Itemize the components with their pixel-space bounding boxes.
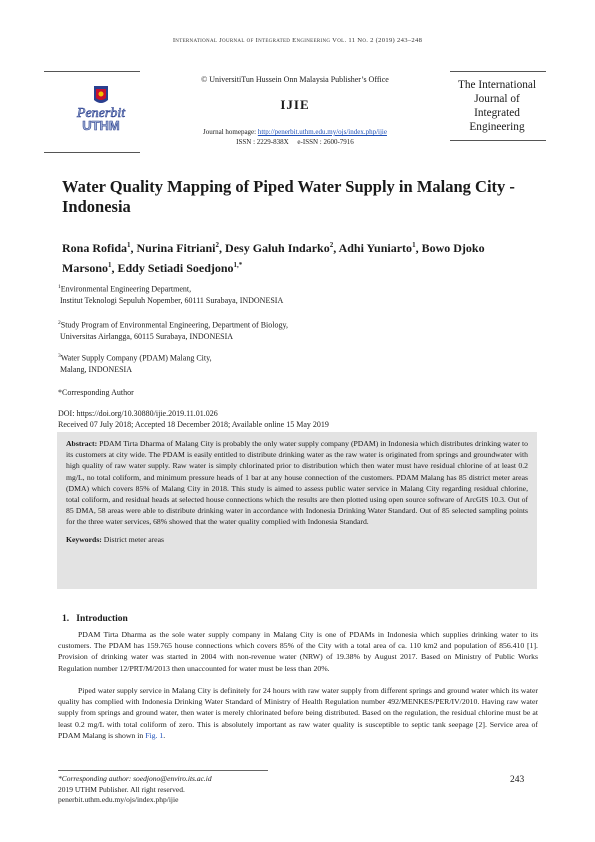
affiliation-2: $^2$Study Program of Environmental Engineering, Department of Biology, Universitas Airlangga, 60115 Surabaya, INDONESIA bbox=[58, 320, 288, 342]
header-rule-bottom-right bbox=[450, 140, 546, 141]
footer-corresponding: *Corresponding author: soedjono@enviro.its.ac.id bbox=[58, 774, 212, 783]
uthm-crest-icon bbox=[66, 84, 136, 132]
header-rule-left bbox=[44, 71, 140, 72]
abstract bbox=[66, 438, 528, 528]
header-rule-bottom-left bbox=[44, 152, 140, 153]
figure-reference-link[interactable]: Fig. 1 bbox=[145, 730, 164, 740]
author-name: Eddy Setiadi Soedjono bbox=[117, 261, 234, 275]
keywords-label: Keywords: bbox=[66, 534, 102, 544]
doi[interactable]: DOI: https://doi.org/10.30880/ijie.2019.11.01.026 bbox=[58, 409, 218, 418]
footer-url[interactable]: penerbit.uthm.edu.my/ojs/index.php/ijie bbox=[58, 795, 179, 804]
issn-line: ISSN : 2229-838X e-ISSN : 2600-7916 bbox=[236, 138, 354, 146]
running-head: International Journal of Integrated Engineering Vol. 11 No. 2 (2019) 243–248 bbox=[172, 37, 423, 44]
author-name: Adhi Yuniarto bbox=[338, 241, 413, 255]
author-name: Nurina Fitriani bbox=[136, 241, 216, 255]
journal-abbreviation: IJIE bbox=[280, 97, 310, 112]
homepage-label: Journal homepage: bbox=[203, 128, 258, 136]
abstract-box bbox=[57, 432, 537, 589]
publisher-logo bbox=[66, 84, 136, 132]
paragraph-2: Piped water supply service in Malang City is definitely for 24 hours with raw water supply from different springs and ground water which its water quality has complied with Indonesia Drinking Water Standard of Ministry of Health Regulation number 492/MENKES/PER/IV/2010. Having raw water supply from springs and ground water, then water is merely chlorinated before being distributed. Based on the regulation, the residual chlorine must be at least 0.2 mg/L with total coliform of zero. This is absolutely important as raw water quality is susceptible to septic tank seepage [2]. Service area of PDAM Malang is shown in Fig. 1. bbox=[58, 686, 538, 740]
section-heading: 1. Introduction bbox=[62, 614, 128, 624]
dates: Received 07 July 2018; Accepted 18 December 2018; Available online 15 May 2019 bbox=[58, 420, 329, 429]
footer bbox=[58, 774, 212, 806]
affiliation-3: $^3$Water Supply Company (PDAM) Malang City, Malang, INDONESIA bbox=[58, 353, 212, 375]
page-number: 243 bbox=[510, 775, 525, 785]
paper-title: Water Quality Mapping of Piped Water Supply in Malang City - Indonesia bbox=[62, 177, 515, 216]
abstract-text: PDAM Tirta Dharma of Malang City is probably the only water supply company (PDAM) in Indonesia which distributes drinking water to its customers at city wide. The PDAM is easily entitled to distribute drinking water as the raw water is originated from springs and groundwater with high quality of raw water supply. Raw water is simply chlorinated prior to distribution which then water must have residual chlorine of at least 0.2 mg/L, no total coliform, and minimum pressure heads of 1 bar at any house connection of the customers. PDAM Malang has 85 district meter areas (DMA) which covers 85% of Malang City in 2018. This study is aimed to assess public water service in Malang City regarding residual chlorine, total coliform, and residual heads at selected house connections which the results are then plotted using open source software of ArcGIS 10.3. Out of 85 DMA, 58 areas were able to distribute drinking water in accordance with Indonesia Drinking Water Standard. Out of 85 selected sampling points for the three water services, 68% showed that the water quality complied with Indonesia Standard. bbox=[66, 439, 528, 527]
author-name: Rona Rofida bbox=[62, 241, 128, 255]
author-list: Rona Rofida$^1$, Nurina Fitriani$^2$, Desy Galuh Indarko$^2$, Adhi Yuniarto$^1$, Bowo Djoko Marsono$^1$, Eddy Setiadi Soedjono$^{1,*}$ bbox=[62, 241, 485, 275]
logo-text-uthm: UTHM bbox=[82, 118, 120, 132]
header-rule-right bbox=[450, 71, 546, 72]
corresponding-author-label: *Corresponding Author bbox=[58, 388, 134, 397]
paragraph-1: PDAM Tirta Dharma as the sole water supply company in Malang City is one of PDAMs in Indonesia which supplies drinking water to its customers. The PDAM has 159.765 house connections which covers 85% of the City with a total area of ca. 110 km2 and population of 856.410 [1]. Provision of drinking water was started in 2004 with non-revenue water (NRW) of 19.38% by August 2017. Based on Ministry of Public Works Regulation number 12/PRT/M/2013 then unaccounted for water must be less than 20%. bbox=[58, 630, 538, 673]
publisher-copyright: © UniversitiTun Hussein Onn Malaysia Publisher’s Office bbox=[201, 75, 389, 84]
author-name: Bowo Djoko Marsono bbox=[62, 241, 485, 275]
journal-name: The International Journal of Integrated Engineering bbox=[457, 79, 537, 133]
logo-text-penerbit: Penerbit bbox=[76, 106, 126, 121]
homepage-link[interactable]: http://penerbit.uthm.edu.my/ojs/index.php/ijie bbox=[257, 128, 387, 136]
abstract-label: Abstract: bbox=[66, 439, 98, 448]
keywords-text: District meter areas bbox=[103, 534, 164, 544]
footer-copyright: 2019 UTHM Publisher. All right reserved. bbox=[58, 784, 185, 794]
article-info bbox=[58, 408, 538, 430]
author-name: Desy Galuh Indarko bbox=[225, 241, 330, 255]
footer-rule bbox=[58, 770, 268, 771]
affiliation-1: $^1$Environmental Engineering Department, Institut Teknologi Sepuluh Nopember, 60111 Surabaya, INDONESIA bbox=[58, 284, 284, 306]
journal-homepage bbox=[150, 128, 440, 136]
keywords bbox=[66, 535, 528, 544]
